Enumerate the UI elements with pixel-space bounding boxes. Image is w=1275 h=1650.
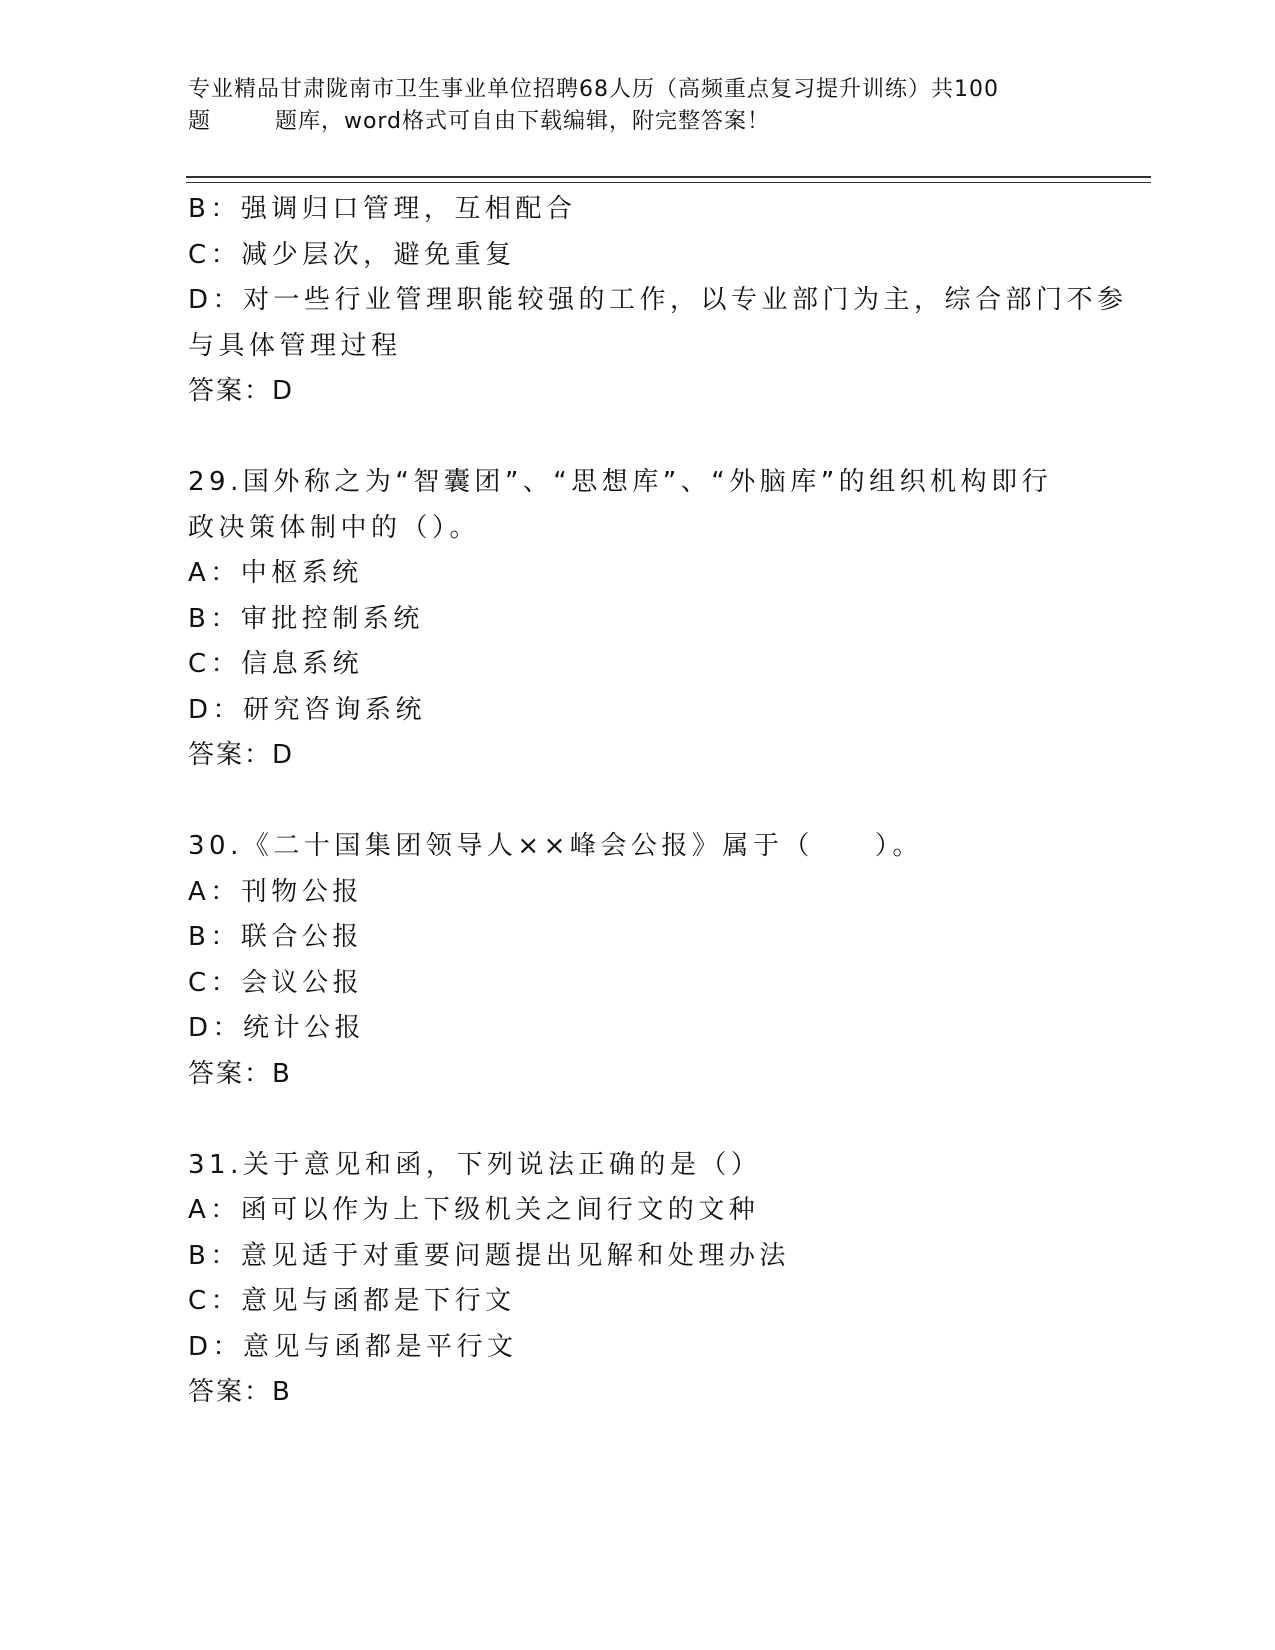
question-30 [188,824,1078,1097]
question-stem: 31.关于意见和函，下列说法正确的是（） [188,1149,762,1180]
option-a: A：中枢系统 [188,558,363,588]
question-29 [188,460,1078,779]
page-header [188,74,1068,138]
option-c: C：会议公报 [188,967,364,998]
option-d-continued: 与具体管理过程 [188,330,402,361]
option-b: B：意见适于对重要问题提出见解和处理办法 [188,1240,790,1271]
question-stem: 29.国外称之为“智囊团”、“思想库”、“外脑库”的组织机构即行 [188,467,1053,497]
answer-label: 答案：D [188,740,295,770]
answer-label: 答案：B [188,1058,292,1089]
option-b: B：联合公报 [188,922,363,952]
option-a: A：刊物公报 [188,876,363,907]
spacer [188,1097,1078,1143]
header-divider-thin [186,182,1151,183]
question-content [188,187,1128,1416]
option-a: A：函可以作为上下级机关之间行文的文种 [188,1195,760,1225]
spacer [188,779,1078,825]
option-d: D：对一些行业管理职能较强的工作，以专业部门为主，综合部门不参 [188,285,1128,315]
option-b: B：强调归口管理，互相配合 [188,194,577,224]
answer-label: 答案：B [188,1377,292,1407]
option-b: B：审批控制系统 [188,603,424,634]
option-c: C：意见与函都是下行文 [188,1286,516,1316]
question-31 [188,1143,1078,1416]
header-title-line-1: 专业精品甘肃陇南市卫生事业单位招聘68人历（高频重点复习提升训练）共100 [188,77,999,102]
question-stem-continued: 政决策体制中的（）。 [188,512,481,543]
header-title-line-2: 题 题库，word格式可自由下载编辑，附完整答案！ [188,109,771,134]
option-d: D：研究咨询系统 [188,694,427,725]
spacer [188,415,1078,461]
option-c: C：减少层次，避免重复 [188,239,516,270]
question-28-continuation [188,187,1128,415]
answer-label: 答案：D [188,376,295,406]
header-divider-thick [186,176,1151,178]
option-d: D：意见与函都是平行文 [188,1331,518,1362]
option-c: C：信息系统 [188,649,364,679]
question-stem: 30.《二十国集团领导人××峰会公报》属于（ ）。 [188,831,923,861]
option-d: D：统计公报 [188,1013,366,1043]
